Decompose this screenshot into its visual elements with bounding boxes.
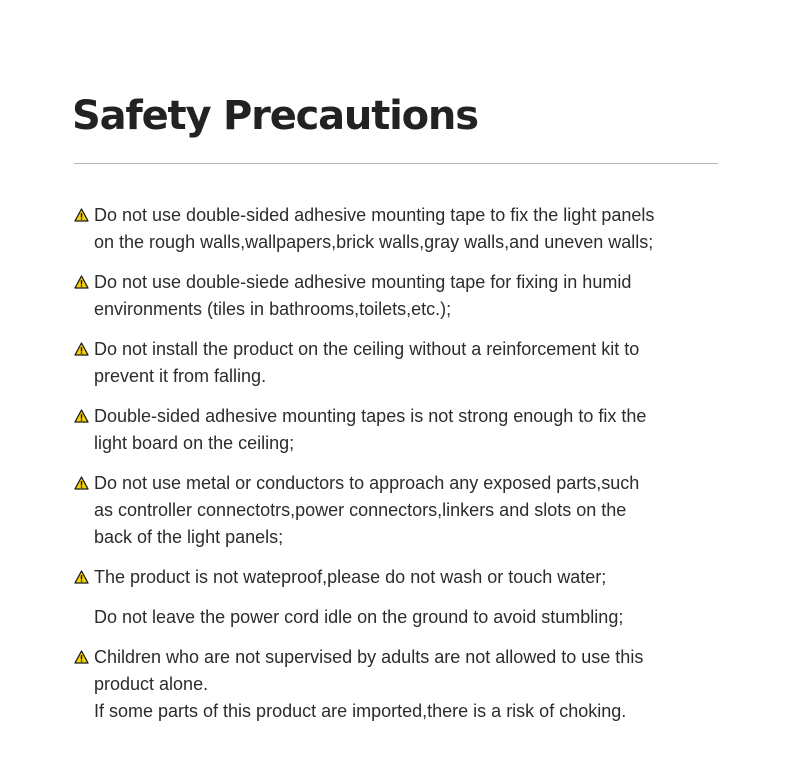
warning-triangle-icon [74, 650, 89, 664]
item-line: light board on the ceiling; [94, 433, 295, 453]
warning-triangle-icon [74, 208, 89, 222]
list-item [74, 336, 734, 390]
item-line: as controller connectotrs,power connectors,linkers and slots on the [94, 500, 627, 520]
item-line: If some parts of this product are imported,there is a risk of choking. [94, 701, 627, 721]
item-line: back of the light panels; [94, 527, 284, 547]
item-line: on the rough walls,wallpapers,brick walls,gray walls,and uneven walls; [94, 232, 654, 252]
item-line: Double-sided adhesive mounting tapes is not strong enough to fix the [94, 406, 647, 426]
item-line: Children who are not supervised by adults are not allowed to use this [94, 647, 644, 667]
item-line: prevent it from falling. [94, 366, 267, 386]
warning-triangle-icon [74, 409, 89, 423]
item-line: product alone. [94, 674, 209, 694]
list-item [74, 564, 734, 591]
warning-triangle-icon [74, 476, 89, 490]
item-line: environments (tiles in bathrooms,toilets,etc.); [94, 299, 452, 319]
list-item [74, 403, 734, 457]
item-line: The product is not wateproof,please do not wash or touch water; [94, 567, 607, 587]
plain-note: Do not leave the power cord idle on the ground to avoid stumbling; [94, 607, 624, 627]
item-line: Do not use metal or conductors to approach any exposed parts,such [94, 473, 640, 493]
list-item [74, 269, 734, 323]
item-line: Do not install the product on the ceiling without a reinforcement kit to [94, 339, 640, 359]
warning-triangle-icon [74, 342, 89, 356]
page-title: Safety Precautions [72, 93, 478, 139]
warning-triangle-icon [74, 570, 89, 584]
item-line: Do not use double-siede adhesive mounting tape for fixing in humid [94, 272, 632, 292]
list-item [74, 202, 734, 256]
title-divider [74, 163, 718, 164]
list-item [74, 644, 734, 725]
list-item [74, 470, 734, 551]
item-line: Do not use double-sided adhesive mounting tape to fix the light panels [94, 205, 655, 225]
precautions-list [74, 202, 734, 738]
warning-triangle-icon [74, 275, 89, 289]
